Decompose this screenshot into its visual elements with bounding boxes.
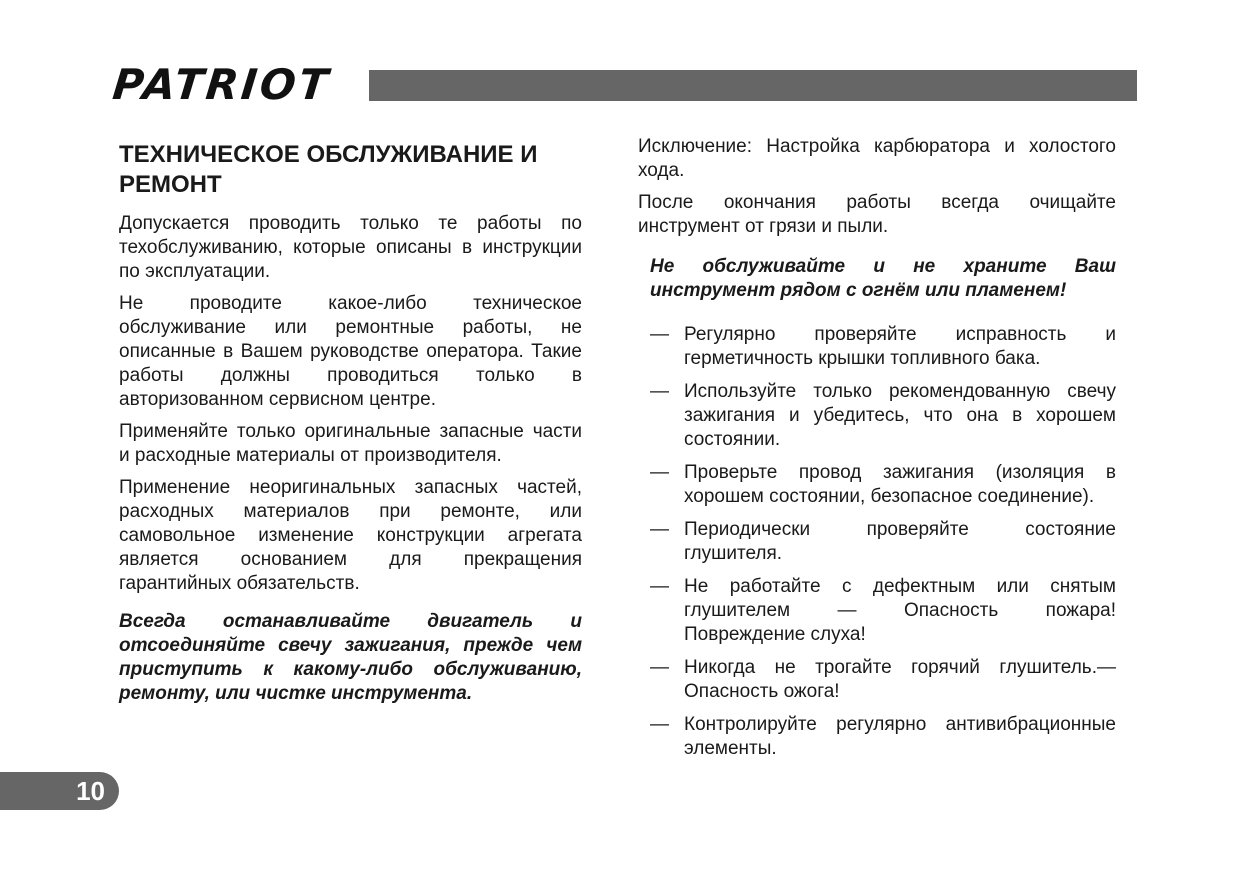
- paragraph: Применяйте только оригинальные запасные части и расходные материалы от производителя.: [119, 421, 582, 466]
- header-bar: [369, 70, 1137, 101]
- dash-marker: —: [650, 462, 669, 483]
- list-item: [638, 323, 1116, 371]
- list-item: [638, 518, 1116, 566]
- right-column: [638, 135, 1116, 770]
- maintenance-list: [638, 323, 1116, 761]
- list-item: [638, 380, 1116, 452]
- paragraph: Применение неоригинальных запасных частей, расходных материалов при ремонте, или самовольное изменение конструкции агрегата является основанием для прекращения гарантийных обязательств.: [119, 477, 582, 594]
- paragraph: После окончания работы всегда очищайте инструмент от грязи и пыли.: [638, 192, 1116, 237]
- list-item-text: Контролируйте регулярно антивибрационные элементы.: [684, 714, 1116, 759]
- list-item: [638, 575, 1116, 647]
- page-number: 10: [76, 776, 105, 806]
- list-item-text: Периодически проверяйте состояние глушителя.: [684, 519, 1116, 564]
- warning-text: Не обслуживайте и не храните Ваш инструмент рядом с огнём или пламенем!: [650, 256, 1116, 301]
- brand-logo: PATRIOT: [110, 60, 334, 109]
- dash-marker: —: [650, 576, 669, 597]
- left-column: [119, 140, 582, 714]
- list-item-text: Никогда не трогайте горячий глушитель.— Опасность ожога!: [684, 657, 1116, 702]
- list-item-text: Используйте только рекомендованную свечу зажигания и убедитесь, что она в хорошем состоянии.: [684, 381, 1116, 450]
- section-title: ТЕХНИЧЕСКОЕ ОБСЛУЖИВАНИЕ И РЕМОНТ: [119, 141, 538, 198]
- dash-marker: —: [650, 714, 669, 735]
- dash-marker: —: [650, 381, 669, 402]
- list-item: [638, 461, 1116, 509]
- warning-text: Всегда останавливайте двигатель и отсоединяйте свечу зажигания, прежде чем приступить к какому-либо обслуживанию, ремонту, или чистке инструмента.: [119, 611, 582, 704]
- list-item-text: Не работайте с дефектным или снятым глушителем — Опасность пожара! Повреждение слуха!: [684, 576, 1116, 645]
- dash-marker: —: [650, 324, 669, 345]
- dash-marker: —: [650, 519, 669, 540]
- paragraph: Допускается проводить только те работы по техобслуживанию, которые описаны в инструкции по эксплуатации.: [119, 213, 582, 282]
- list-item: [638, 713, 1116, 761]
- list-item: [638, 656, 1116, 704]
- list-item-text: Регулярно проверяйте исправность и герметичность крышки топливного бака.: [684, 324, 1116, 369]
- list-item-text: Проверьте провод зажигания (изоляция в хорошем состоянии, безопасное соединение).: [684, 462, 1116, 507]
- dash-marker: —: [650, 657, 669, 678]
- paragraph: Не проводите какое-либо техническое обслуживание или ремонтные работы, не описанные в Вашем руководстве оператора. Такие работы должны проводиться только в авторизованном сервисном центре.: [119, 293, 582, 410]
- page-number-tab: [0, 772, 119, 810]
- paragraph: Исключение: Настройка карбюратора и холостого хода.: [638, 136, 1116, 181]
